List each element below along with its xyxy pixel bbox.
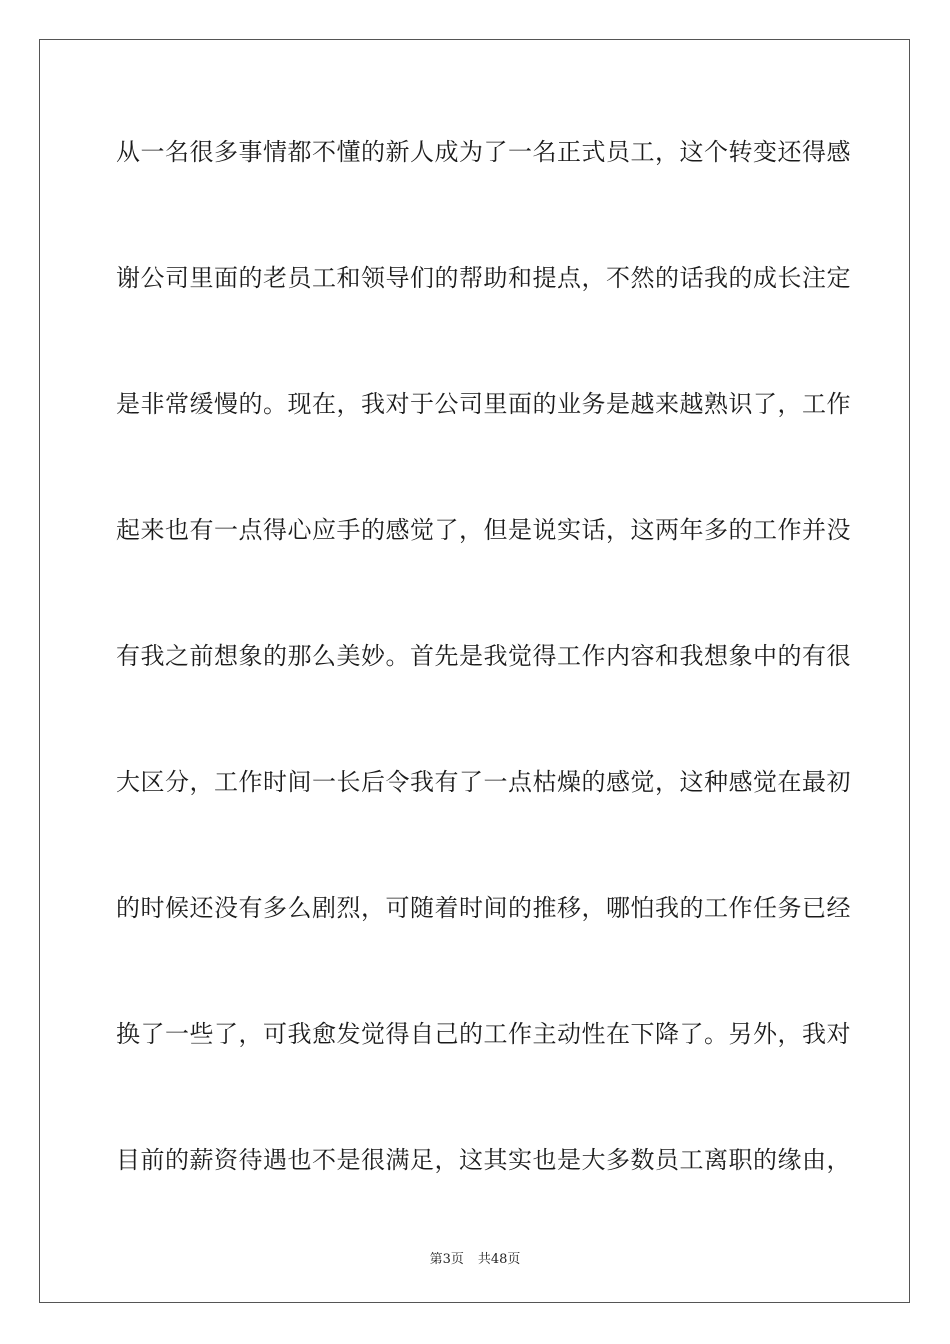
text-line-2: 谢公司里面的老员工和领导们的帮助和提点，不然的话我的成长注定: [116, 264, 851, 292]
current-page-number: 第3页: [429, 1252, 464, 1267]
text-line-8: 换了一些了，可我愈发觉得自己的工作主动性在下降了。另外，我对: [116, 1020, 851, 1048]
total-page-count: 共48页: [477, 1252, 521, 1267]
text-line-5: 有我之前想象的那么美妙。首先是我觉得工作内容和我想象中的有很: [116, 642, 851, 670]
text-line-7: 的时候还没有多么剧烈，可随着时间的推移，哪怕我的工作任务已经: [116, 894, 851, 922]
page-footer: [0, 1248, 950, 1267]
text-line-9: 目前的薪资待遇也不是很满足，这其实也是大多数员工离职的缘由，: [116, 1146, 851, 1174]
text-line-3: 是非常缓慢的。现在，我对于公司里面的业务是越来越熟识了，工作: [116, 390, 851, 418]
text-line-1: 从一名很多事情都不懂的新人成为了一名正式员工，这个转变还得感: [116, 138, 851, 166]
text-line-4: 起来也有一点得心应手的感觉了，但是说实话，这两年多的工作并没: [116, 516, 851, 544]
text-line-6: 大区分，工作时间一长后令我有了一点枯燥的感觉，这种感觉在最初: [116, 768, 851, 796]
document-body: [116, 128, 851, 1262]
